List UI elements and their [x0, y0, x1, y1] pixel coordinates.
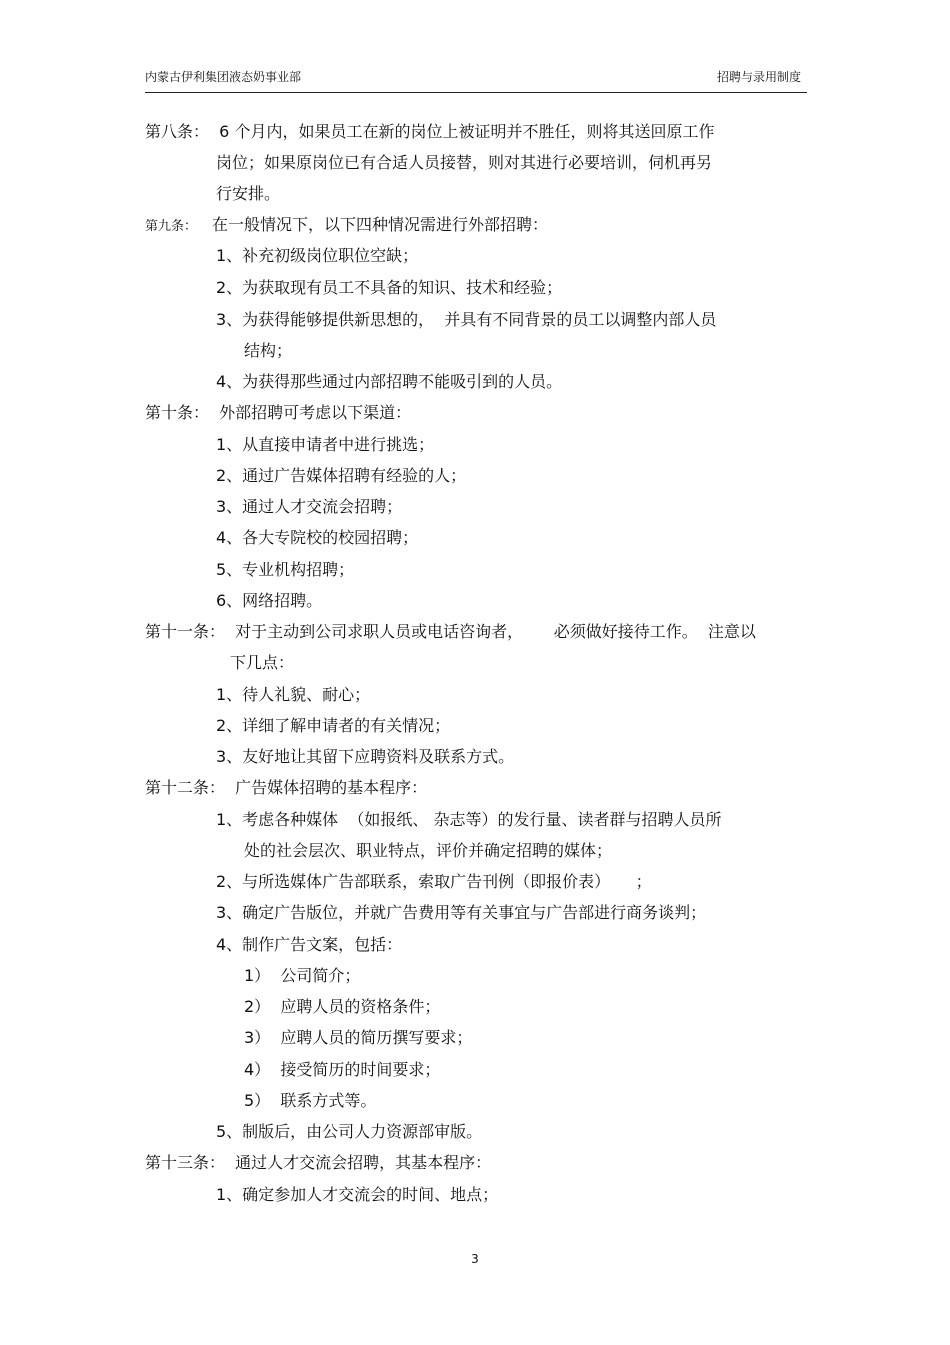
sub-list-item: 2） 应聘人员的资格条件； — [244, 997, 441, 1016]
article-8-line-2: 岗位；如果原岗位已有合适人员接替，则对其进行必要培训，伺机再另 — [216, 153, 713, 172]
list-item: 1、考虑各种媒体 （如报纸、 杂志等）的发行量、读者群与招聘人员所 — [216, 810, 722, 829]
sub-list-item: 1） 公司简介； — [244, 966, 361, 985]
list-item: 2、详细了解申请者的有关情况； — [216, 716, 451, 735]
sub-list-item: 4） 接受简历的时间要求； — [244, 1060, 441, 1079]
article-11-line-2: 下几点： — [230, 653, 295, 672]
article-13: 第十三条： 通过人才交流会招聘，其基本程序： — [145, 1153, 492, 1172]
article-12: 第十二条： 广告媒体招聘的基本程序： — [145, 778, 428, 797]
sub-list-item: 3） 应聘人员的简历撰写要求； — [244, 1028, 473, 1047]
list-item: 1、待人礼貌、耐心； — [216, 685, 371, 704]
list-item: 3、通过人才交流会招聘； — [216, 497, 403, 516]
list-item: 4、为获得那些通过内部招聘不能吸引到的人员。 — [216, 372, 563, 391]
list-item: 4、各大专院校的校园招聘； — [216, 528, 419, 547]
header-department: 内蒙古伊利集团液态奶事业部 — [145, 70, 302, 84]
list-item: 1、补充初级岗位职位空缺； — [216, 246, 419, 265]
list-item: 1、从直接申请者中进行挑选； — [216, 435, 435, 454]
article-10: 第十条： 外部招聘可考虑以下渠道： — [145, 403, 412, 422]
list-item: 5、专业机构招聘； — [216, 560, 355, 579]
list-item: 1、确定参加人才交流会的时间、地点； — [216, 1185, 499, 1204]
list-item: 4、制作广告文案，包括： — [216, 935, 403, 954]
article-9-text: 在一般情况下，以下四种情况需进行外部招聘： — [212, 215, 549, 234]
list-item: 2、通过广告媒体招聘有经验的人； — [216, 466, 467, 485]
sub-list-item: 5） 联系方式等。 — [244, 1091, 377, 1110]
list-item: 2、与所选媒体广告部联系，索取广告刊例（即报价表） ； — [216, 872, 652, 891]
list-item: 6、网络招聘。 — [216, 591, 323, 610]
list-item: 3、友好地让其留下应聘资料及联系方式。 — [216, 747, 515, 766]
article-11-line-1: 第十一条： 对于主动到公司求职人员或电话咨询者， 必须做好接待工作。 注意以 — [145, 622, 756, 641]
list-item: 3、确定广告版位，并就广告费用等有关事宜与广告部进行商务谈判； — [216, 903, 707, 922]
header-title: 招聘与录用制度 — [716, 70, 801, 84]
list-item-continuation: 结构； — [244, 341, 293, 360]
article-9-label: 第九条： — [145, 219, 198, 234]
list-item-continuation: 处的社会层次、职业特点，评价并确定招聘的媒体； — [244, 841, 613, 860]
list-item: 5、制版后，由公司人力资源部审版。 — [216, 1122, 483, 1141]
list-item: 3、为获得能够提供新思想的， 并具有不同背景的员工以调整内部人员 — [216, 310, 717, 329]
article-8-line-3: 行安排。 — [216, 184, 281, 203]
list-item: 2、为获取现有员工不具备的知识、技术和经验； — [216, 278, 563, 297]
page-number: 3 — [471, 1252, 479, 1266]
article-8-line-1: 第八条： 6 个月内，如果员工在新的岗位上被证明并不胜任，则将其送回原工作 — [145, 122, 715, 141]
